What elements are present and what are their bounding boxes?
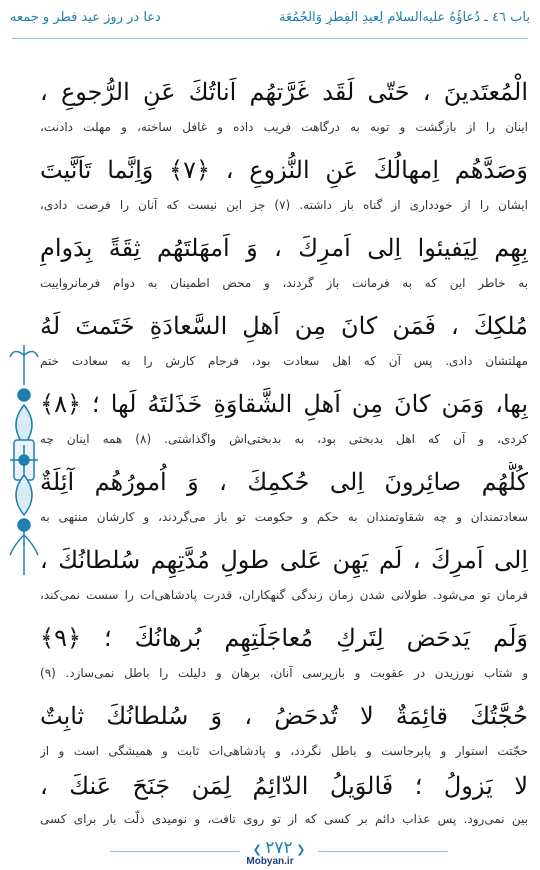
- translation-line: و شتاب نورزيدن در عقوبت و بازپرسی آنان، برهان و دليلت را باطل نمی‌سازد. (۹): [40, 666, 528, 680]
- floral-border-ornament-icon: [4, 345, 44, 575]
- translation-line: ايشان را از خودداری از گناه باز داشته. (۷) جز اين نيست كه آنان را فرصت دادی،: [40, 198, 528, 212]
- translation-line: اينان را از بازگشت و توبه به درگاهت فريب داده و غافل ساخته، و مهلت دادنت،: [40, 120, 528, 134]
- page-header: [0, 0, 540, 44]
- arabic-line: وَلَم يَدحَض لِتَركِ مُعاجَلَتِهِم بُرهانُكَ ؛ ﴿۹﴾: [40, 624, 528, 652]
- translation-line: حجّتت استوار و پابرجاست و باطل نگردد، و پادشاهی‌ات ثابت و هميشگی است و از: [40, 744, 528, 758]
- arabic-line: لا يَزولُ ؛ فَالوَيلُ الدّائِمُ لِمَن جَنَحَ عَنكَ ،: [40, 772, 528, 800]
- arabic-line: اِلى اَمرِكَ ، لَم يَهِن عَلى طولِ مُدَّتِهِم سُلطانُكَ ،: [40, 546, 528, 574]
- translation-line: فرمان تو می‌شود. طولانی شدن زمان زندگی گنهكاران، قدرت پادشاهی‌ات را سست نمی‌كند،: [40, 588, 528, 602]
- page-number: ❮ ۲۷۲ ❯: [245, 838, 313, 858]
- translation-line: مهلتشان دادی. پس آن كه اهل سعادت بود، فرجام كارش را به سعادت ختم: [40, 354, 528, 368]
- arabic-line: حُجَّتُكَ قائِمَةٌ لا تُدحَضُ ، وَ سُلطانُكَ ثابِتٌ: [40, 702, 528, 730]
- header-divider: [12, 38, 528, 39]
- arabic-line: مُلكِكَ ، فَمَن كانَ مِن اَهلِ السَّعادَةِ خَتَمتَ لَهُ: [40, 312, 528, 340]
- page-footer: [0, 836, 540, 870]
- translation-line: كردی، و آن كه اهل بدبختی بود، به بدبختی‌اش واگذاشتی. (۸) همه اينان چه: [40, 432, 528, 446]
- site-watermark: Mobyan.ir: [246, 856, 294, 867]
- footer-divider-right: [318, 851, 448, 852]
- chapter-title: باب ٤٦ ـ دُعاؤُهُ عليه‌السلام لِعيدِ الفِطرِ وَالجُمُعَة: [278, 10, 530, 25]
- translation-line: به خاطر اين كه به فرمانت باز گردند، و محض اطمينان به دوام فرمانروايیت: [40, 276, 528, 290]
- arabic-line: بِهِم لِيَفيئوا اِلى اَمرِكَ ، وَ اَمهَلتَهُم ثِقَةً بِدَوامِ: [40, 234, 528, 262]
- section-title: دعا در روز عید فطر و جمعه: [10, 10, 161, 25]
- arabic-line: وَصَدَّهُم اِمهالُكَ عَنِ النُّزوعِ ، ﴿۷﴾ وَاِنَّما تَاَنَّيتَ: [40, 156, 528, 184]
- arabic-line: الْمُعتَدينَ ، حَتّی لَقَد غَرَّتهُم اَناتُكَ عَنِ الرُّجوعِ ،: [40, 78, 528, 106]
- arabic-line: كُلُّهُم صائِرونَ اِلى حُكمِكَ ، وَ اُمورُهُم آئِلَةٌ: [40, 468, 528, 496]
- footer-divider-left: [110, 851, 240, 852]
- translation-line: بين نمی‌رود. پس عذاب دائم بر كسی كه از تو روی تافت، و نوميدی ذلّت بار برای كسی: [40, 812, 528, 826]
- translation-line: سعادتمندان و چه شقاوتمندان به حكم و حكومت تو باز می‌گردند، و كارشان منتهی به: [40, 510, 528, 524]
- arabic-line: بِها، وَمَن كانَ مِن اَهلِ الشَّقاوَةِ خَذَلتَهُ لَها ؛ ﴿۸﴾: [40, 390, 528, 418]
